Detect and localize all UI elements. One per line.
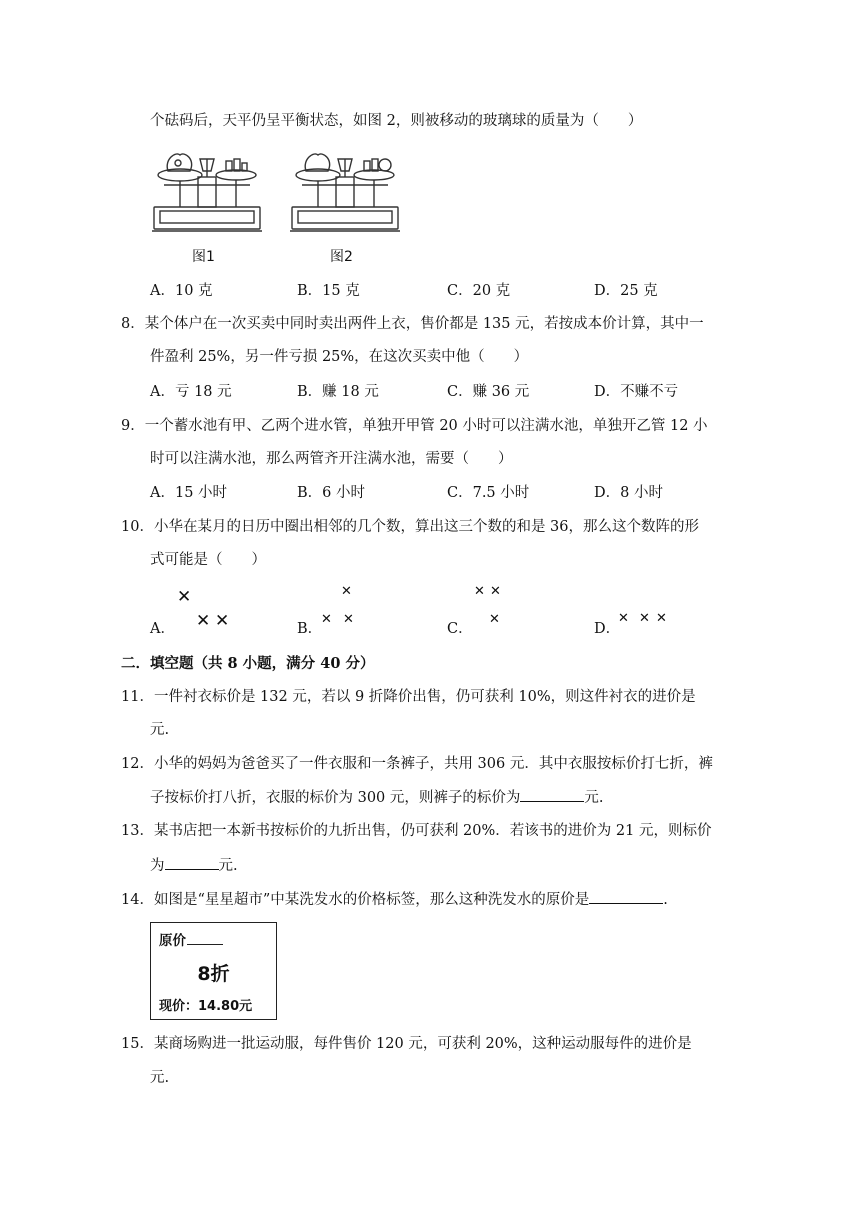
q10-option-c: C． [447, 621, 473, 637]
price-tag-original-label: 原价 [159, 933, 186, 949]
section-heading: 二．填空题（共 8 小题，满分 40 分） [121, 655, 375, 672]
price-tag-original [159, 929, 223, 949]
q10-a-cross-mark: ✕ [215, 611, 230, 631]
balance-figure-1 [150, 145, 265, 237]
q10-b-cross-mark: ✕ [341, 584, 352, 599]
q10-line-1: 10．小华在某月的日历中圈出相邻的几个数，算出这三个数的和是 36，那么这个数阵的形 [121, 519, 700, 535]
q7-option-a: A．10 克 [150, 283, 213, 299]
q10-option-d: D． [594, 621, 621, 637]
q7-option-b: B．15 克 [297, 283, 360, 299]
q9-option-a: A．15 小时 [150, 485, 228, 501]
price-tag-discount: 8折 [197, 963, 230, 985]
figure-1-caption: 图1 [192, 249, 215, 265]
q8-line-1: 8．某个体户在一次买卖中同时卖出两件上衣，售价都是 135 元，若按成本价计算，其中一 [121, 316, 704, 332]
q10-line-2: 式可能是（ ） [150, 552, 266, 568]
q13-answer-blank[interactable] [165, 855, 219, 870]
q8-option-b: B．赚 18 元 [297, 384, 379, 400]
q12-line-2-text: 子按标价打八折，衣服的标价为 300 元，则裤子的标价为 [150, 790, 521, 806]
price-tag-current-price: 现价：14.80元 [159, 999, 253, 1014]
balance-figure-2 [288, 145, 403, 237]
q7-text: 个砝码后，天平仍呈平衡状态，如图 2，则被移动的玻璃球的质量为（ ） [150, 113, 643, 129]
q7-option-c: C．20 克 [447, 283, 511, 299]
q14-answer-blank[interactable] [589, 889, 663, 904]
figure-2-caption: 图2 [330, 249, 353, 265]
q9-option-b: B．6 小时 [297, 485, 365, 501]
q14-line-1-text: 14．如图是“星星超市”中某洗发水的价格标签，那么这种洗发水的原价是 [121, 892, 590, 908]
q8-option-d: D．不赚不亏 [594, 384, 679, 400]
q12-line-1: 12．小华的妈妈为爸爸买了一件衣服和一条裤子，共用 306 元．其中衣服按标价打七折，裤 [121, 756, 713, 772]
q10-a-cross-mark: ✕ [177, 587, 192, 607]
q11-line-1: 11．一件衬衣标价是 132 元，若以 9 折降价出售，仍可获利 10%，则这件衬衣的进价是 [121, 689, 696, 705]
q15-line-2: 元. [150, 1070, 170, 1086]
q8-line-2: 件盈利 25%，另一件亏损 25%，在这次买卖中他（ ） [150, 349, 529, 365]
q9-option-c: C．7.5 小时 [447, 485, 530, 501]
q13-line-2-text: 为 [150, 858, 165, 874]
q11-line-2: 元. [150, 722, 170, 738]
q8-option-c: C．赚 36 元 [447, 384, 530, 400]
q10-option-b: B． [297, 621, 323, 637]
q15-line-1: 15．某商场购进一批运动服，每件售价 120 元，可获利 20%，这种运动服每件的进价是 [121, 1036, 692, 1052]
price-tag [150, 922, 277, 1020]
q10-c-cross-mark: ✕ [474, 584, 485, 599]
q9-line-1: 9．一个蓄水池有甲、乙两个进水管，单独开甲管 20 小时可以注满水池，单独开乙管 12 小 [121, 418, 708, 434]
q12-line-2 [150, 787, 604, 808]
q7-option-d: D．25 克 [594, 283, 658, 299]
q9-option-d: D．8 小时 [594, 485, 663, 501]
q12-line-2-end: 元. [584, 790, 604, 806]
price-tag-original-blank [187, 931, 223, 945]
q10-option-a: A． [150, 621, 175, 637]
q10-d-cross-mark: ✕ [639, 611, 650, 626]
q13-line-1: 13．某书店把一本新书按标价的九折出售，仍可获利 20%．若该书的进价为 21 元，则标价 [121, 823, 712, 839]
q13-line-2 [150, 855, 238, 876]
q10-c-cross-mark: ✕ [489, 612, 500, 627]
q13-line-2-end: 元. [218, 858, 238, 874]
q10-d-cross-mark: ✕ [618, 611, 629, 626]
q10-a-cross-mark: ✕ [196, 611, 211, 631]
q10-b-cross-mark: ✕ [321, 612, 332, 627]
q10-d-cross-mark: ✕ [656, 611, 667, 626]
q14-line-1 [121, 889, 668, 910]
q14-line-1-end: . [663, 892, 668, 908]
q8-option-a: A．亏 18 元 [150, 384, 232, 400]
q12-answer-blank[interactable] [520, 787, 584, 802]
q9-line-2: 时可以注满水池，那么两管齐开注满水池，需要（ ） [150, 451, 513, 467]
q10-b-cross-mark: ✕ [343, 612, 354, 627]
q10-c-cross-mark: ✕ [490, 584, 501, 599]
